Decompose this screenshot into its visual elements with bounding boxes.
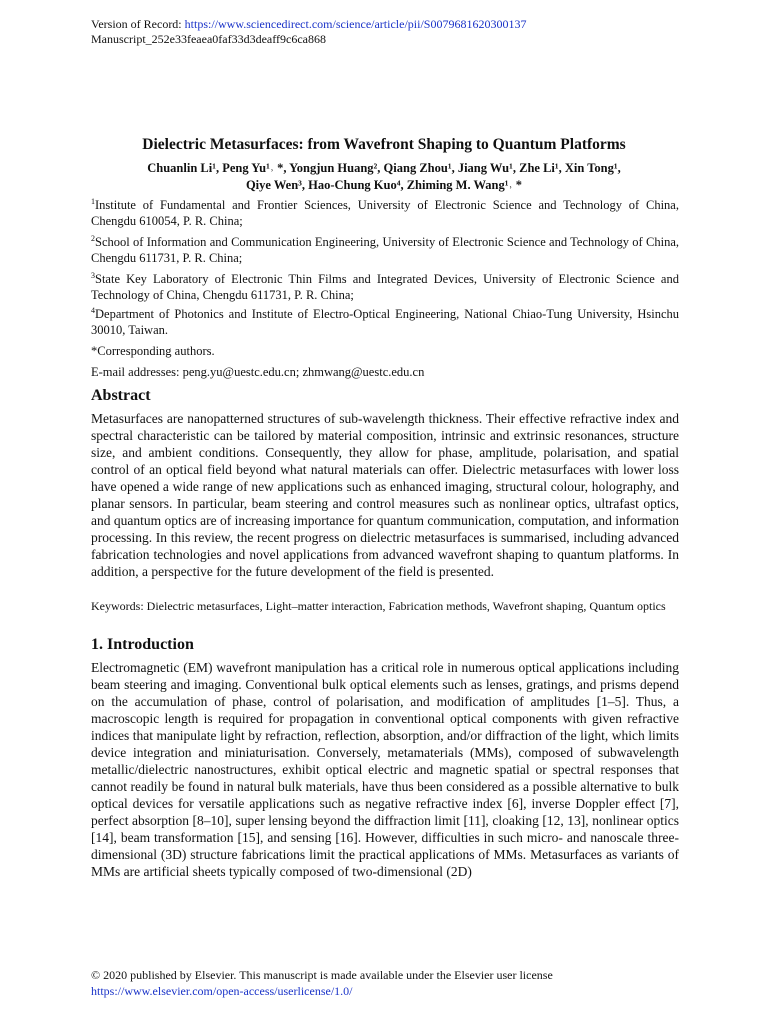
introduction-heading: 1. Introduction [91,636,194,653]
email-addresses: E-mail addresses: peng.yu@uestc.edu.cn; zhmwang@uestc.edu.cn [91,365,425,379]
affiliation-text: Institute of Fundamental and Frontier Sciences, University of Electronic Science and Technology of China, Chengdu 610054, P. R. China; [91,198,679,228]
manuscript-id: Manuscript_252e33feaea0faf33d3deaff9c6ca868 [91,32,327,46]
version-of-record [91,17,526,32]
affiliation-text: Department of Photonics and Institute of Electro-Optical Engineering, National Chiao-Tung University, Hsinchu 30010, Taiwan. [91,307,679,337]
affiliation-3 [91,271,679,303]
affiliation-mark: 3 [91,270,95,280]
author-list [80,160,688,194]
authors-line-1: Chuanlin Li¹, Peng Yu¹˒ *, Yongjun Huang², Qiang Zhou¹, Jiang Wu¹, Zhe Li¹, Xin Tong¹, [147,161,621,175]
affiliation-1 [91,197,679,229]
version-label: Version of Record: [91,17,185,31]
corresponding-note: *Corresponding authors. [91,344,215,358]
affiliation-2 [91,234,679,266]
affiliation-mark: 2 [91,233,95,243]
version-link[interactable]: https://www.sciencedirect.com/science/article/pii/S0079681620300137 [184,17,527,31]
introduction-text: Electromagnetic (EM) wavefront manipulation has a critical role in numerous optical applications including beam steering and imaging. Conventional bulk optical elements such as lenses, gratings, and prisms depend on the accumulation of phase, control of polarisation, and modification of amplitudes [1–5]. Thus, a macroscopic length is required for propagation in conventional optical components with given refractive indices that manipulate light by refraction, reflection, absorption, and/or diffraction of the light, which limits device integration and miniaturisation. Conversely, metamaterials (MMs), composed of subwavelength metallic/dielectric nanostructures, exhibit optical electric and magnetic spatial or spectral responses that cannot readily be found in natural bulk materials, have thus been considered as a possible alternative to bulk optical devices for versatile applications such as negative refractive index [6], inverse Doppler effect [7], perfect absorption [8–10], super lensing beyond the diffraction limit [11], cloaking [12, 13], nonlinear optics [14], beam transformation [15], and sensing [16]. However, difficulties in such micro- and nanoscale three-dimensional (3D) structure fabrications limit the practical applications of MMs. Metasurfaces as variants of MMs are artificial sheets typically composed of two-dimensional (2D) [91,660,679,879]
affiliation-4 [91,306,679,338]
copyright-notice: © 2020 published by Elsevier. This manuscript is made available under the Elsevier user license [91,968,553,982]
affiliation-mark: 4 [91,305,95,315]
keywords: Keywords: Dielectric metasurfaces, Light–matter interaction, Fabrication methods, Wavefront shaping, Quantum optics [91,599,666,613]
authors-line-2: Qiye Wen³, Hao-Chung Kuo⁴, Zhiming M. Wang¹˒ * [245,178,523,192]
page-header [91,17,526,47]
page-footer [91,967,553,999]
paper-title: Dielectric Metasurfaces: from Wavefront Shaping to Quantum Platforms [142,136,626,153]
abstract-heading: Abstract [91,387,151,404]
affiliation-text: State Key Laboratory of Electronic Thin Films and Integrated Devices, University of Electronic Science and Technology of China, Chengdu 611731, P. R. China; [91,272,679,302]
affiliation-text: School of Information and Communication Engineering, University of Electronic Science and Technology of China, Chengdu 611731, P. R. China; [91,235,679,265]
affiliation-mark: 1 [91,196,95,206]
license-link[interactable]: https://www.elsevier.com/open-access/userlicense/1.0/ [91,984,353,998]
abstract-text: Metasurfaces are nanopatterned structures of sub-wavelength thickness. Their effective refractive index and spectral characteristic can be tailored by material composition, intrinsic and extrinsic resonances, structure size, and ambient conditions. Consequently, they allow for phase, amplitude, polarisation, and spatial control of an optical field beyond what natural materials can offer. Dielectric metasurfaces with lower loss have opened a wide range of new applications such as enhanced imaging, structural colour, holography, and planar sensors. In particular, beam steering and control measures such as nonlinear optics, ultrafast optics, and quantum optics are of increasing importance for quantum communication, computation, and information processing. In this review, the recent progress on dielectric metasurfaces is summarised, including advanced fabrication technologies and novel applications from advanced wavefront shaping to quantum platforms. In addition, a perspective for the future development of the field is presented. [91,411,679,579]
